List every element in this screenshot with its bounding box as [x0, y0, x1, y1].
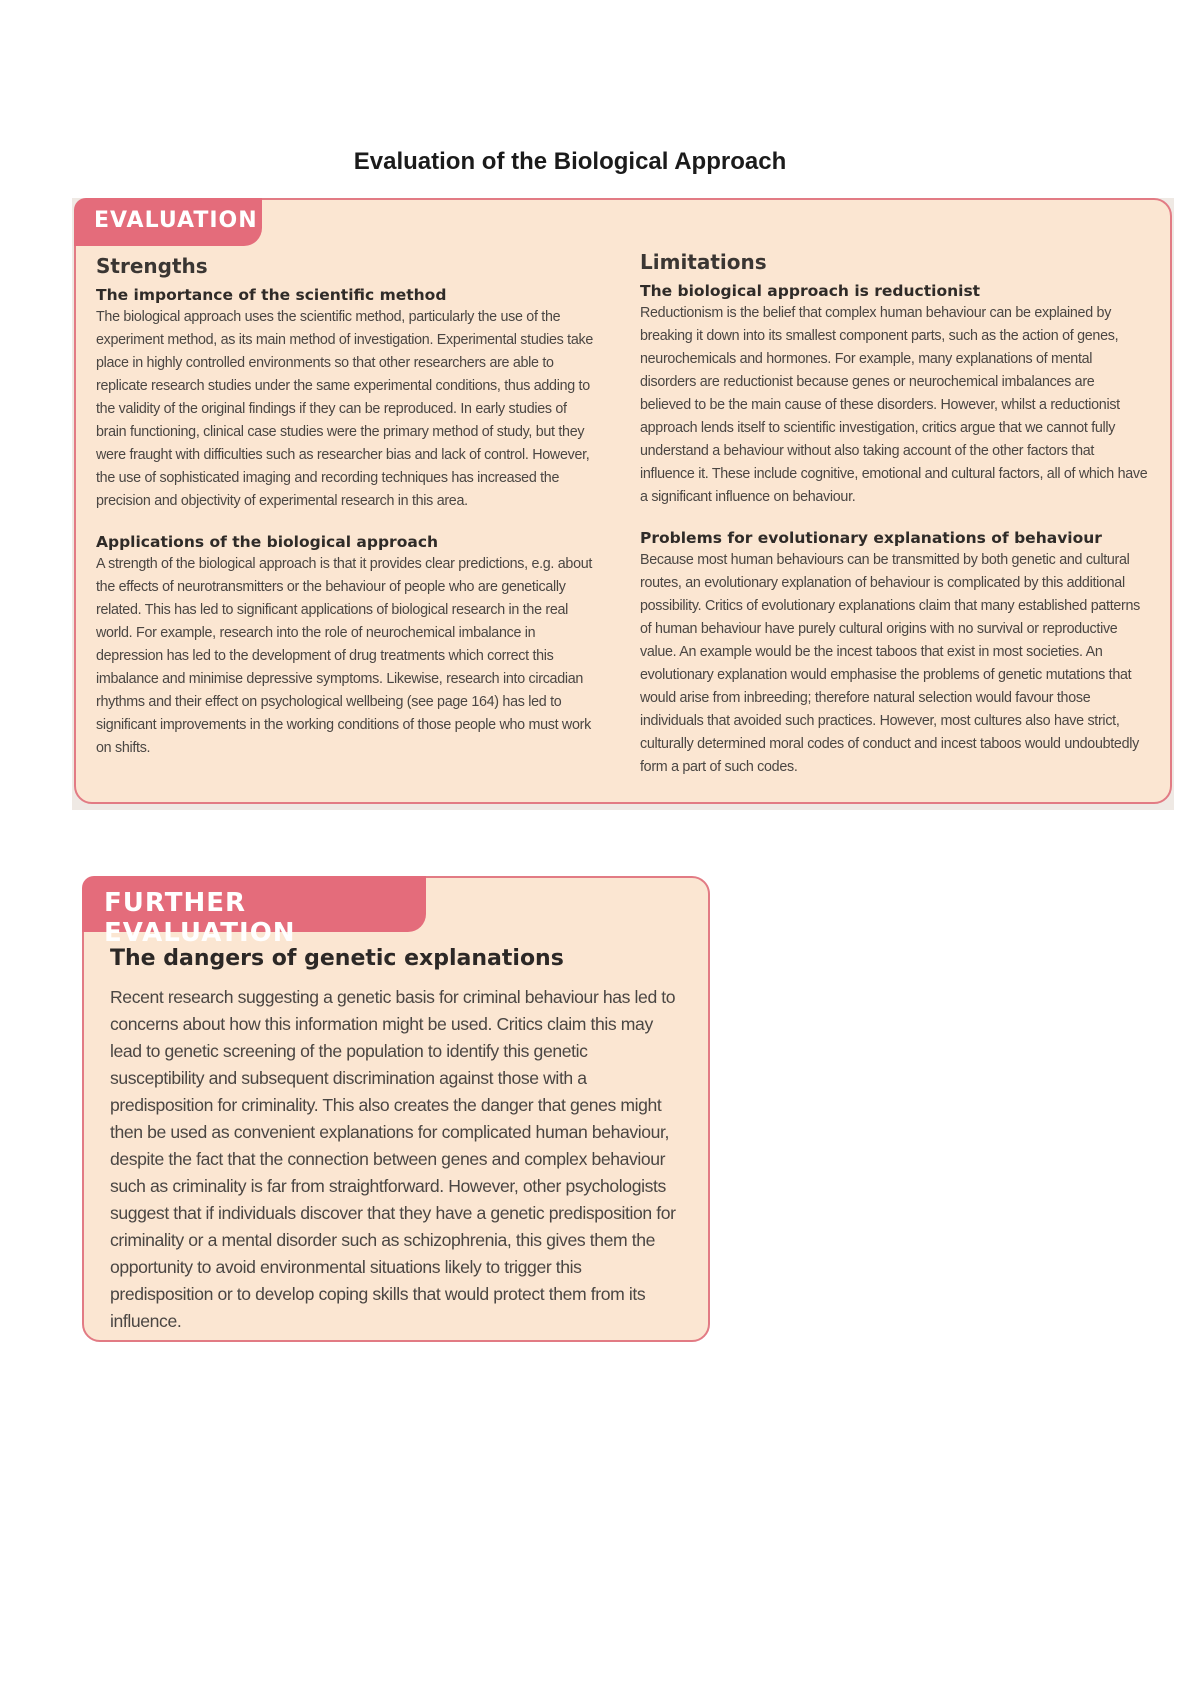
limitations-heading: Limitations	[640, 250, 767, 274]
further-evaluation-text: Recent research suggesting a genetic basis for criminal behaviour has led to concerns about how this information might be used. Critics claim this may lead to genetic screening of the population to identify this genetic susceptibility and subsequent discrimination against those with a predisposition for criminality. This also creates the danger that genes might then be used as convenient explanations for complicated human behaviour, despite the fact that the connection between genes and complex behaviour such as criminality is far from straightforward. However, other psychologists suggest that if individuals discover that they have a genetic predisposition for criminality or a mental disorder such as schizophrenia, this gives them the opportunity to avoid environmental situations likely to trigger this predisposition or to develop coping skills that would protect them from its influence.	[110, 987, 676, 1331]
evaluation-panel	[74, 198, 1172, 804]
strength-subheading: The importance of the scientific method	[96, 286, 447, 304]
strengths-heading: Strengths	[96, 254, 208, 278]
further-evaluation-tab: FURTHER EVALUATION	[82, 876, 426, 932]
limitation-text: Because most human behaviours can be transmitted by both genetic and cultural routes, an evolutionary explanation of behaviour is complicated by this additional possibility. Critics of evolutionary explanations claim that many established patterns of human behaviour have purely cultural origins with no survival or reproductive value. An example would be the incest taboos that exist in most societies. An evolutionary explanation would emphasise the problems of genetic mutations that would arise from inbreeding; therefore natural selection would favour those individuals that avoided such practices. However, most cultures also have strict, culturally determined moral codes of conduct and incest taboos would undoubtedly form a part of such codes.	[640, 552, 1140, 775]
limitation-text: Reductionism is the belief that complex human behaviour can be explained by breaking it down into its smallest component parts, such as the action of genes, neurochemicals and hormones. For example, many explanations of mental disorders are reductionist because genes or neurochemical imbalances are believed to be the main cause of these disorders. However, whilst a reductionist approach lends itself to scientific investigation, critics argue that we cannot fully understand a behaviour without also taking account of the other factors that influence it. These include cognitive, emotional and cultural factors, all of which have a significant influence on behaviour.	[640, 305, 1148, 505]
evaluation-tab: EVALUATION	[74, 198, 262, 246]
further-evaluation-heading: The dangers of genetic explanations	[110, 946, 564, 971]
limitation-subheading: Problems for evolutionary explanations of behaviour	[640, 529, 1102, 547]
strength-subheading: Applications of the biological approach	[96, 533, 439, 551]
strength-text: The biological approach uses the scientific method, particularly the use of the experiment method, as its main method of investigation. Experimental studies take place in highly controlled environments so that other researchers are able to replicate research studies under the same experimental conditions, thus adding to the validity of the original findings if they can be reproduced. In early studies of brain functioning, clinical case studies were the primary method of study, but they were fraught with difficulties such as researcher bias and lack of control. However, the use of sophisticated imaging and recording techniques has increased the precision and objectivity of experimental research in this area.	[96, 309, 594, 509]
strengths-column	[96, 254, 596, 760]
page-title: Evaluation of the Biological Approach	[353, 148, 787, 175]
further-evaluation-panel	[82, 876, 710, 1342]
limitations-column	[640, 250, 1148, 779]
limitation-subheading: The biological approach is reductionist	[640, 282, 981, 300]
strength-text: A strength of the biological approach is that it provides clear predictions, e.g. about the effects of neurotransmitters or the behaviour of people who are genetically related. This has led to significant applications of biological research in the real world. For example, research into the role of neurochemical imbalance in depression has led to the development of drug treatments which correct this imbalance and minimise depressive symptoms. Likewise, research into circadian rhythms and their effect on psychological wellbeing (see page 164) has led to significant improvements in the working conditions of those people who must work on shifts.	[96, 556, 593, 756]
